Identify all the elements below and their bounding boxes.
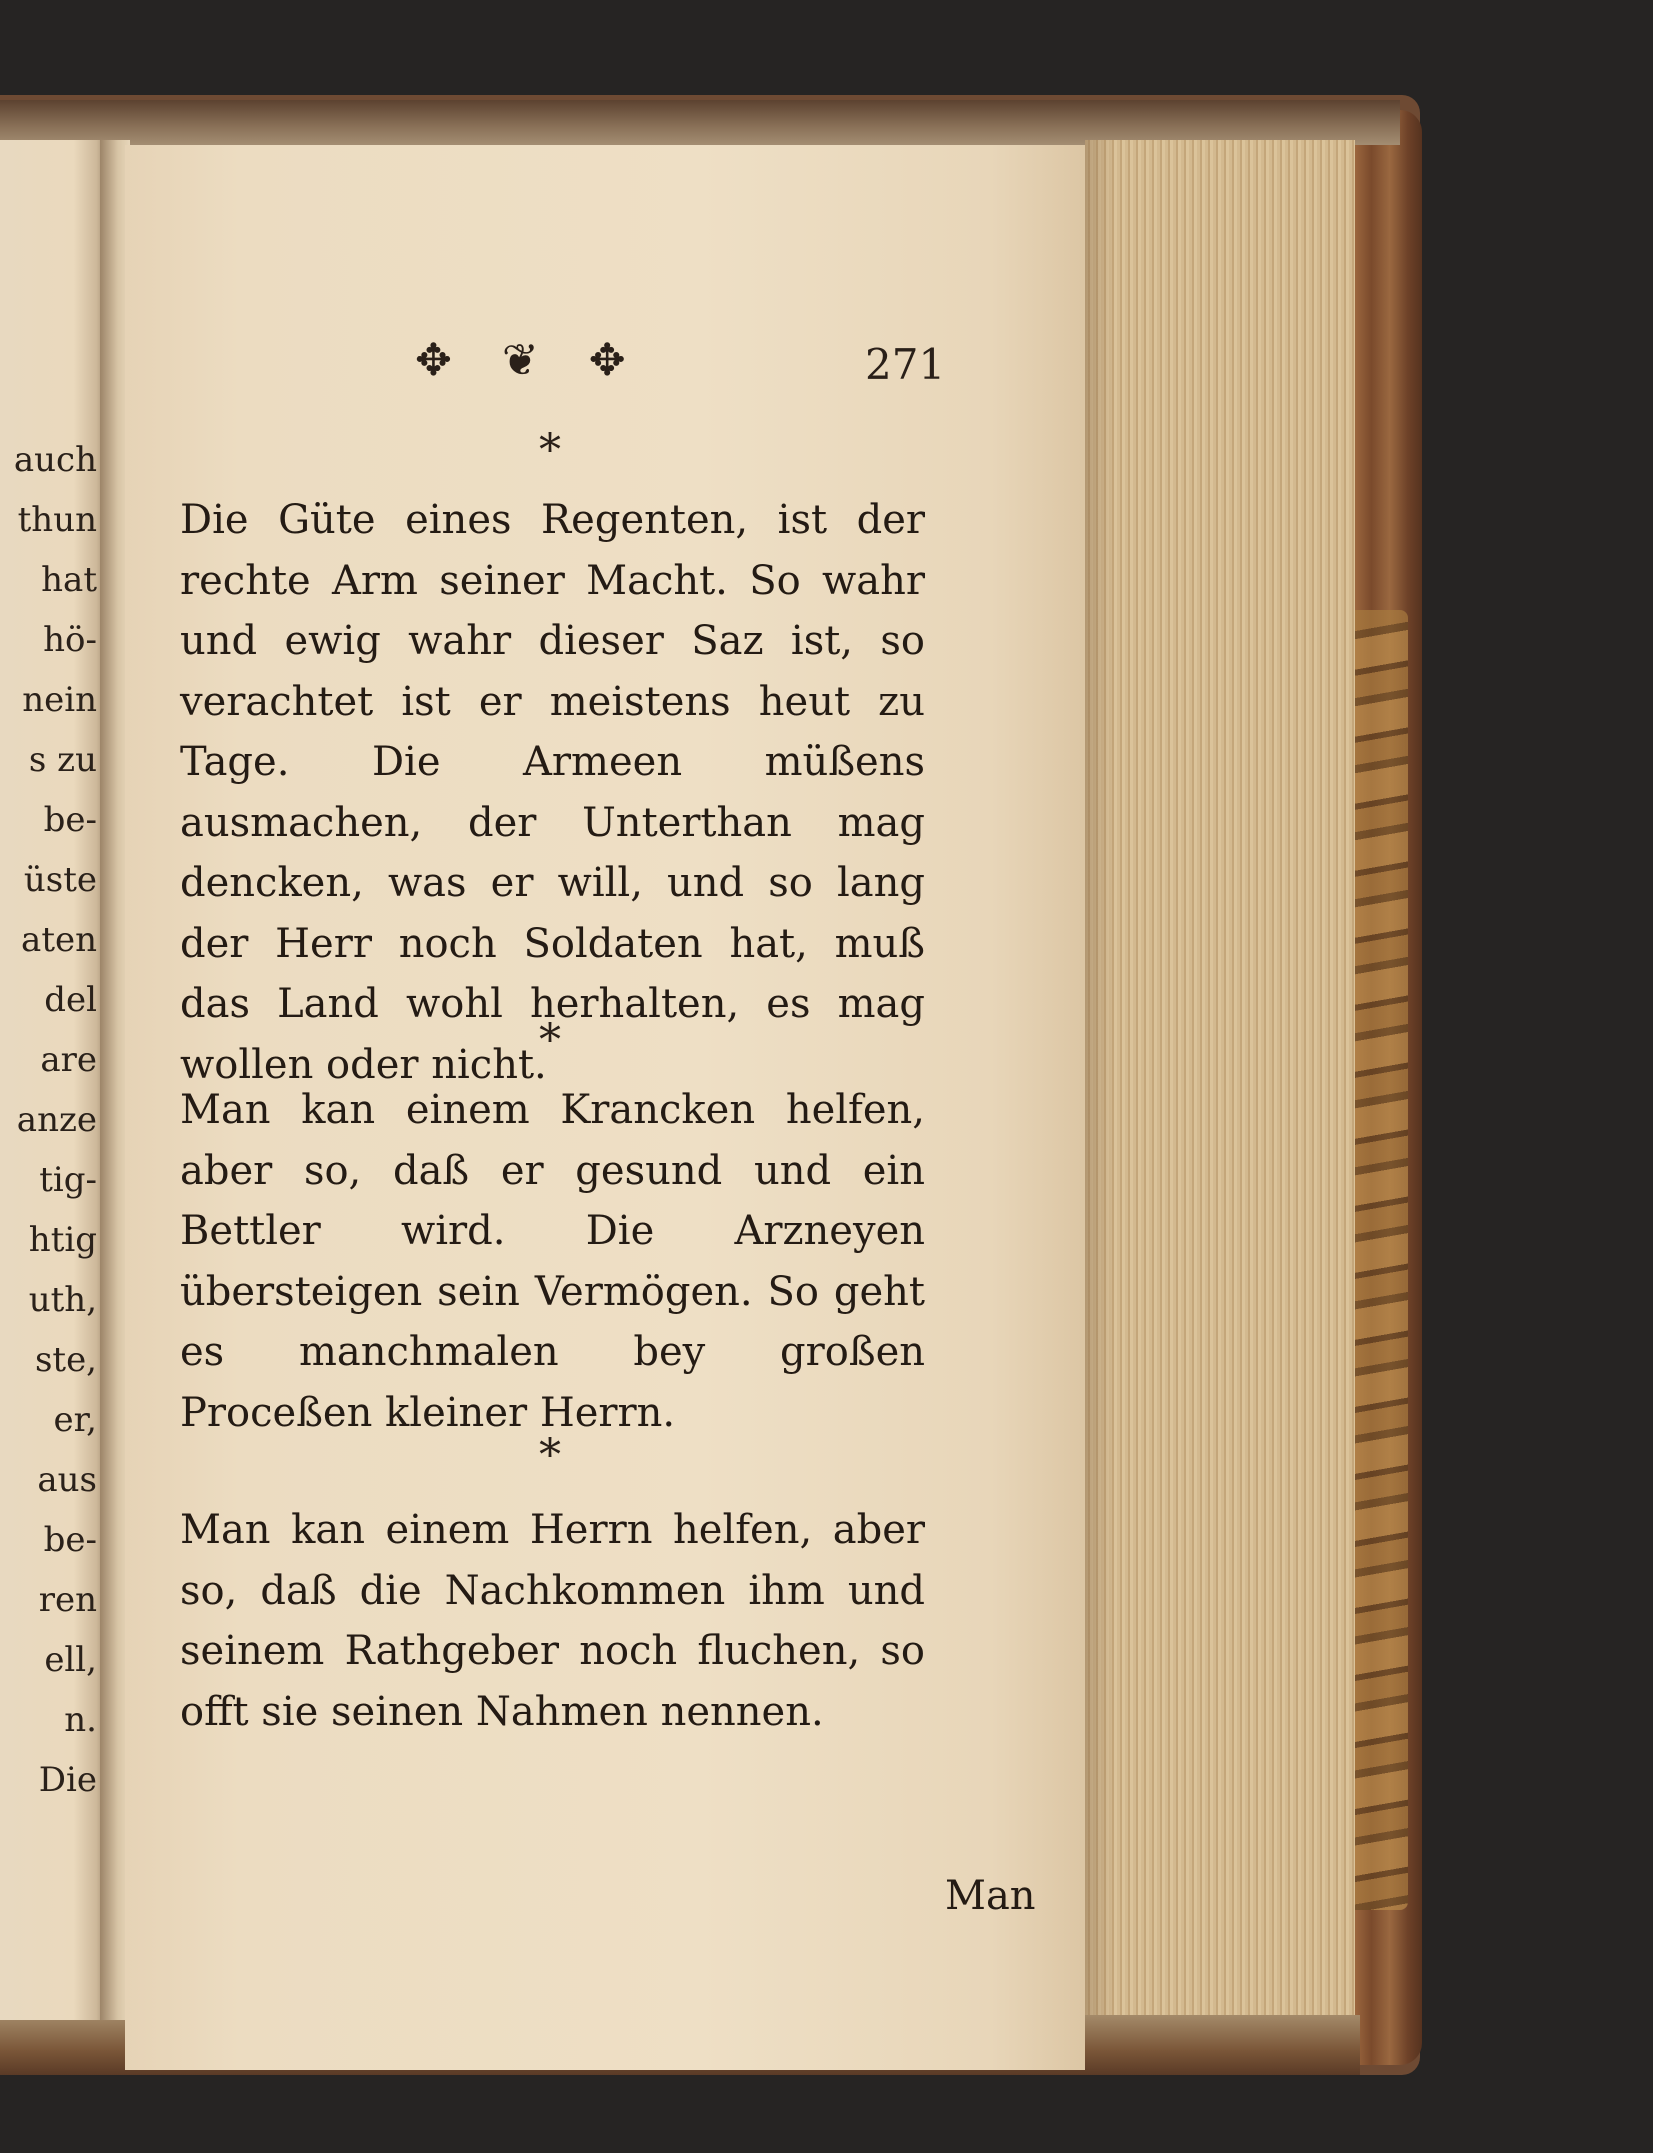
left-page-fragment: ren <box>38 1580 97 1620</box>
left-page-fragment: aus <box>37 1460 97 1500</box>
left-page-fragment: Die <box>38 1760 97 1800</box>
left-page-fragment: s zu <box>28 740 97 780</box>
running-head <box>415 335 955 395</box>
marbled-cover-pattern <box>1348 610 1408 1910</box>
left-page-fragment: htig <box>28 1220 97 1260</box>
left-page-fragment: üste <box>23 860 97 900</box>
page-block-edge <box>1085 140 1355 2070</box>
paragraph: Man kan einem Krancken helfen, aber so, daß er gesund und ein Bettler wird. Die Arzneyen übersteigen sein Vermögen. So geht es manchmalen bey großen Proceßen kleiner Herrn. <box>180 1087 925 1436</box>
left-page-fragment: be- <box>43 800 97 840</box>
left-page-fragment: auch <box>13 440 97 480</box>
header-ornament: ✥ ❦ ✥ <box>415 335 644 386</box>
left-page-fragment: hat <box>41 560 97 600</box>
left-page-fragment: ste, <box>34 1340 97 1380</box>
section-marker: * <box>539 1015 561 1066</box>
left-page-fragment: aten <box>21 920 97 960</box>
book-top-edge <box>0 100 1400 145</box>
left-page-fragment: hö- <box>43 620 97 660</box>
left-page-fragment: uth, <box>28 1280 97 1320</box>
left-page-fragment: anze <box>16 1100 97 1140</box>
page-number: 271 <box>865 340 946 389</box>
catchword: Man <box>945 1873 1036 1919</box>
left-page-fragment: ell, <box>44 1640 97 1680</box>
left-page-fragment: er, <box>53 1400 97 1440</box>
right-page <box>125 145 1085 2070</box>
section-marker: * <box>539 1430 561 1481</box>
left-page-fragment: tig- <box>39 1160 97 1200</box>
left-page-fragment: del <box>44 980 97 1020</box>
paragraph: Die Güte eines Regenten, ist der rechte Arm seiner Macht. So wahr und ewig wahr dieser Saz ist, so verachtet ist er meistens heut zu Tage. Die Armeen müßens ausmachen, der Unterthan mag dencken, was er will, und so lang der Herr noch Soldaten hat, muß das Land wohl herhalten, es mag wollen oder nicht. <box>180 497 925 1088</box>
left-page-fragment: n. <box>64 1700 97 1740</box>
left-page <box>0 140 105 2020</box>
left-page-fragment: nein <box>22 680 97 720</box>
left-page-fragment: be- <box>43 1520 97 1560</box>
left-page-fragment: are <box>40 1040 97 1080</box>
section-marker: * <box>539 425 561 476</box>
left-page-fragment: thun <box>17 500 97 540</box>
paragraph: Man kan einem Herrn helfen, aber so, daß die Nachkommen ihm und seinem Rathgeber noch fluchen, so offt sie seinen Nahmen nennen. <box>180 1507 925 1735</box>
